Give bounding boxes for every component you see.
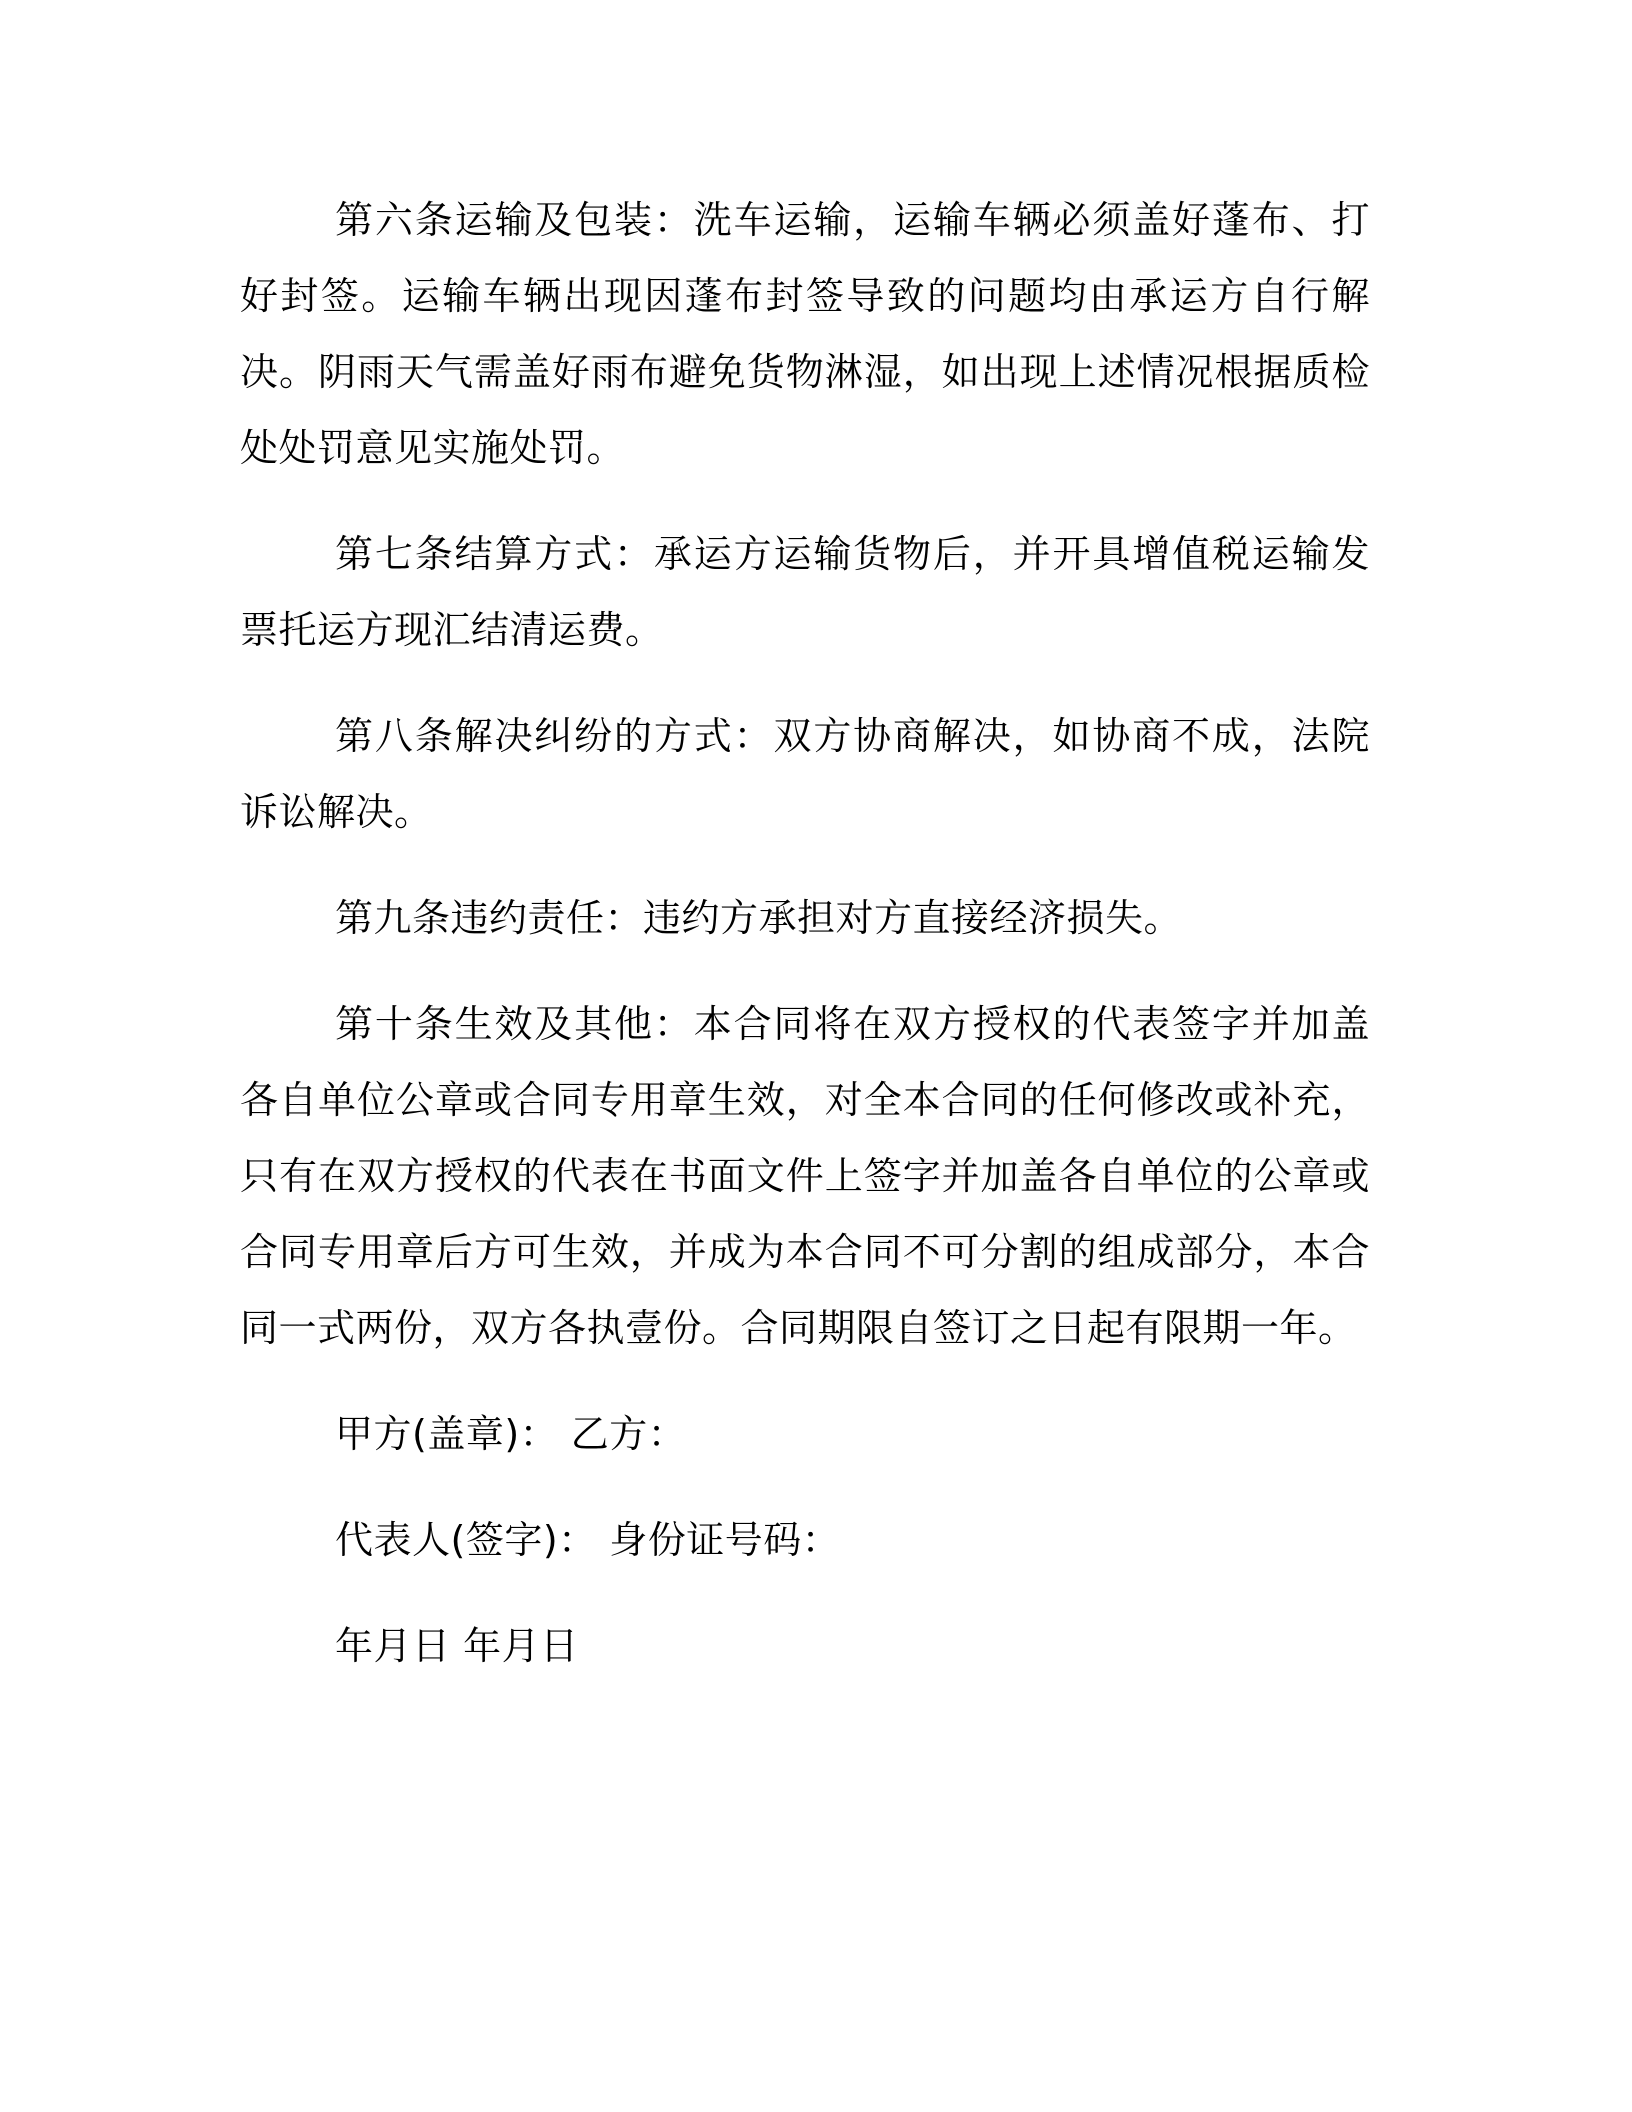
clause-8: 第八条解决纠纷的方式：双方协商解决，如协商不成，法院诉讼解决。 <box>240 714 1370 834</box>
document-body <box>240 182 1370 1684</box>
clause-7: 第七条结算方式：承运方运输货物后，并开具增值税运输发票托运方现汇结清运费。 <box>240 532 1370 652</box>
clause-6: 第六条运输及包装：洗车运输，运输车辆必须盖好蓬布、打好封签。运输车辆出现因蓬布封签导致的问题均由承运方自行解决。阴雨天气需盖好雨布避免货物淋湿，如出现上述情况根据质检处处罚意见实施处罚。 <box>240 198 1370 470</box>
signature-dates: 年月日 年月日 <box>335 1624 579 1668</box>
signature-representatives: 代表人(签字)： 身份证号码： <box>335 1518 841 1562</box>
clause-9: 第九条违约责任：违约方承担对方直接经济损失。 <box>335 896 1183 940</box>
signature-parties: 甲方(盖章)： 乙方： <box>335 1412 687 1456</box>
clause-10: 第十条生效及其他：本合同将在双方授权的代表签字并加盖各自单位公章或合同专用章生效，对全本合同的任何修改或补充，只有在双方授权的代表在书面文件上签字并加盖各自单位的公章或合同专用章后方可生效，并成为本合同不可分割的组成部分，本合同一式两份，双方各执壹份。合同期限自签订之日起有限期一年。 <box>240 1002 1370 1350</box>
